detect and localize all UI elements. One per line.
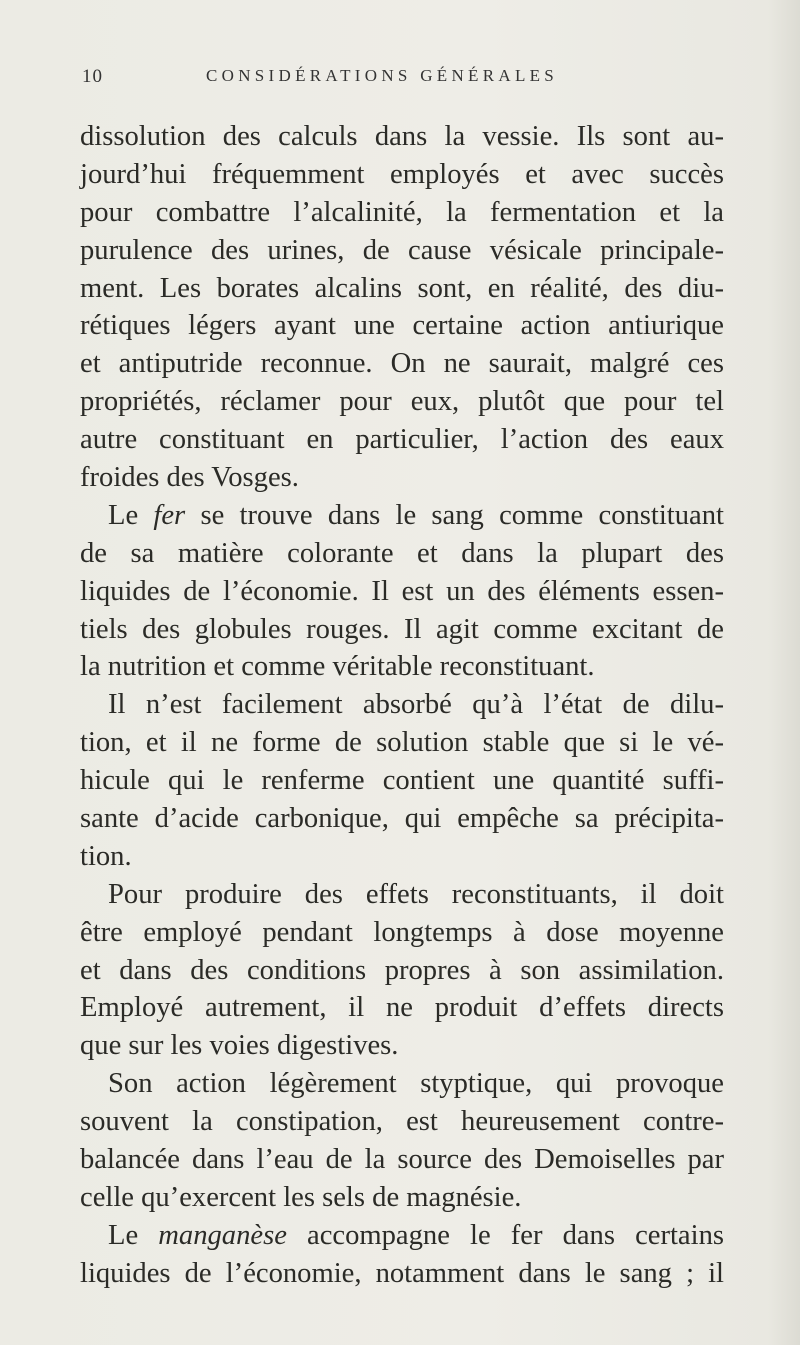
italic-term: manganèse	[158, 1219, 287, 1251]
text-segment: la nutrition et comme véritable reconstituant.	[80, 651, 595, 683]
text-line	[80, 611, 724, 649]
text-segment: purulence des urines, de cause vésicale principale-	[80, 234, 724, 266]
text-line	[80, 1179, 724, 1217]
text-segment: que sur les voies digestives.	[80, 1030, 399, 1062]
text-line	[80, 459, 724, 497]
page-header	[80, 66, 720, 90]
text-segment: balancée dans l’eau de la source des Demoiselles par	[80, 1144, 724, 1176]
text-segment: rétiques légers ayant une certaine action antiurique	[80, 310, 724, 342]
text-segment: jourd’hui fréquemment employés et avec succès	[80, 158, 724, 190]
text-segment: Il n’est facilement absorbé qu’à l’état de dilu-	[108, 689, 724, 721]
text-segment: Le	[108, 499, 154, 531]
text-line	[80, 383, 724, 421]
text-line	[80, 118, 724, 156]
text-line	[80, 989, 724, 1027]
text-line	[80, 270, 724, 308]
text-segment: tiels des globules rouges. Il agit comme excitant de	[80, 613, 724, 645]
text-line	[80, 307, 724, 345]
text-segment: hicule qui le renferme contient une quantité suffi-	[80, 765, 724, 797]
text-line	[80, 156, 724, 194]
text-segment: souvent la constipation, est heureusement contre-	[80, 1106, 724, 1138]
text-line	[80, 1103, 724, 1141]
body-text	[80, 118, 724, 1293]
text-line	[80, 1065, 724, 1103]
text-segment: froides des Vosges.	[80, 462, 299, 494]
text-segment: tion, et il ne forme de solution stable que si le vé-	[80, 727, 724, 759]
text-line	[80, 1255, 724, 1293]
text-segment: pour combattre l’alcalinité, la fermentation et la	[80, 196, 724, 228]
text-line	[80, 345, 724, 383]
text-segment: et antiputride reconnue. On ne saurait, malgré ces	[80, 348, 724, 380]
text-segment: autre constituant en particulier, l’action des eaux	[80, 424, 724, 456]
text-segment: ment. Les borates alcalins sont, en réalité, des diu-	[80, 272, 724, 304]
text-line	[80, 573, 724, 611]
text-line	[80, 535, 724, 573]
text-segment: Pour produire des effets reconstituants, il doit	[108, 878, 724, 910]
text-line	[80, 1217, 724, 1255]
text-line	[80, 876, 724, 914]
text-line	[80, 800, 724, 838]
text-segment: liquides de l’économie. Il est un des éléments essen-	[80, 575, 724, 607]
text-line	[80, 686, 724, 724]
text-line	[80, 762, 724, 800]
text-segment: être employé pendant longtemps à dose moyenne	[80, 916, 724, 948]
text-line	[80, 1027, 724, 1065]
text-line	[80, 648, 724, 686]
text-line	[80, 952, 724, 990]
italic-term: fer	[153, 499, 186, 531]
text-segment: Le	[108, 1219, 159, 1251]
text-line	[80, 914, 724, 952]
text-line	[80, 497, 724, 535]
text-segment: accompagne le fer dans certains	[286, 1219, 724, 1251]
text-line	[80, 232, 724, 270]
text-line	[80, 724, 724, 762]
text-segment: tion.	[80, 840, 132, 872]
text-segment: de sa matière colorante et dans la plupart des	[80, 537, 724, 569]
text-segment: celle qu’exercent les sels de magnésie.	[80, 1181, 522, 1213]
text-segment: propriétés, réclamer pour eux, plutôt que pour tel	[80, 386, 724, 418]
text-line	[80, 1141, 724, 1179]
text-segment: dissolution des calculs dans la vessie. Ils sont au-	[80, 121, 724, 152]
page-number: 10	[82, 66, 103, 87]
text-segment: Employé autrement, il ne produit d’effets directs	[80, 992, 724, 1024]
text-segment: se trouve dans le sang comme constituant	[185, 499, 724, 531]
text-segment: Son action légèrement styptique, qui provoque	[108, 1068, 724, 1100]
text-segment: liquides de l’économie, notamment dans le sang ; il	[80, 1257, 724, 1289]
text-line	[80, 194, 724, 232]
running-head: CONSIDÉRATIONS GÉNÉRALES	[206, 66, 559, 85]
text-line	[80, 838, 724, 876]
text-line	[80, 421, 724, 459]
text-segment: sante d’acide carbonique, qui empêche sa précipita-	[80, 803, 724, 835]
text-segment: et dans des conditions propres à son assimilation.	[80, 954, 724, 986]
